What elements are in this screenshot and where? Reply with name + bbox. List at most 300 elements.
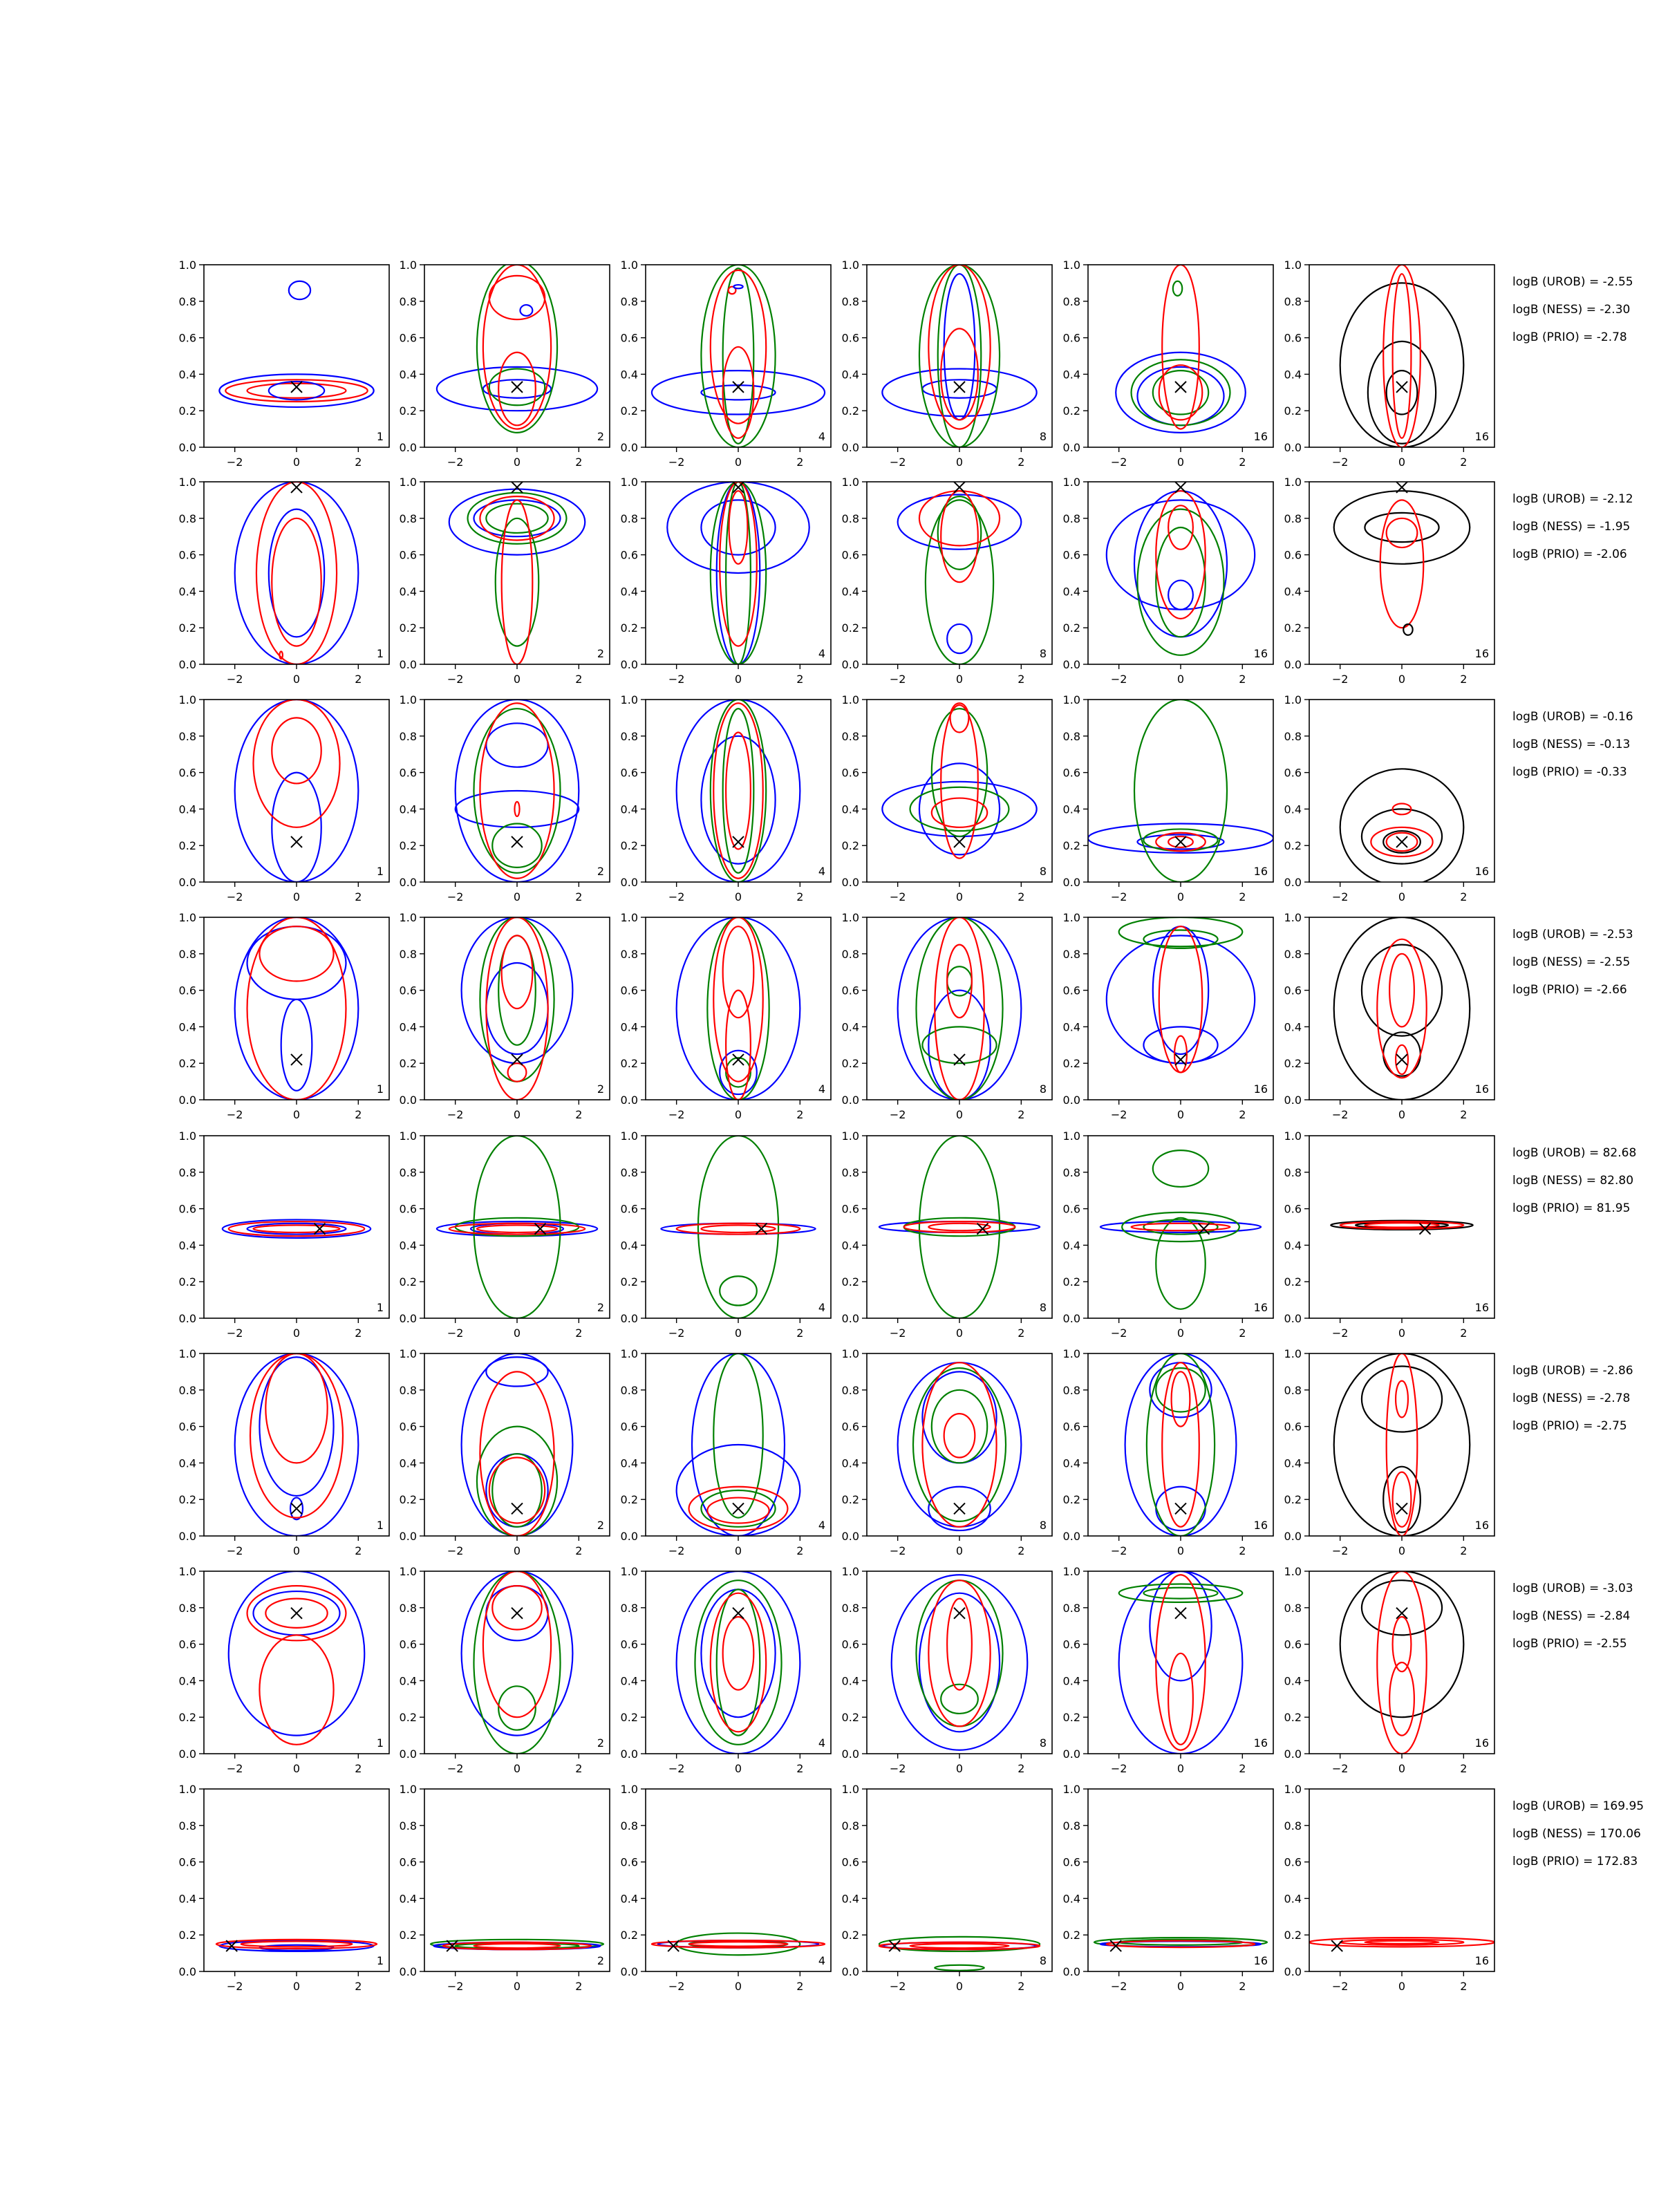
y-tick-label: 0.0 xyxy=(1062,441,1080,454)
y-tick-label: 1.0 xyxy=(620,1565,638,1578)
x-tick-label: −2 xyxy=(668,890,685,903)
y-tick-label: 0.6 xyxy=(1062,1638,1080,1651)
y-tick-label: 0.6 xyxy=(1284,1420,1302,1434)
y-tick-label: 1.0 xyxy=(178,1565,196,1578)
y-tick-label: 1.0 xyxy=(1284,911,1302,924)
x-tick-label: −2 xyxy=(1331,1544,1349,1557)
y-tick-label: 1.0 xyxy=(178,259,196,272)
y-tick-label: 0.0 xyxy=(620,441,638,454)
y-tick-label: 1.0 xyxy=(1284,476,1302,489)
y-tick-label: 0.2 xyxy=(1062,839,1080,853)
x-tick-label: 0 xyxy=(513,673,521,686)
x-tick-label: 0 xyxy=(292,1544,301,1557)
x-tick-label: −2 xyxy=(1110,1108,1127,1121)
y-tick-label: 0.2 xyxy=(399,404,417,418)
x-tick-label: −2 xyxy=(226,1108,243,1121)
y-tick-label: 0.2 xyxy=(178,839,196,853)
y-tick-label: 0.2 xyxy=(1284,621,1302,635)
x-tick-label: 0 xyxy=(1398,1980,1406,1993)
y-tick-label: 1.0 xyxy=(1062,259,1080,272)
x-tick-label: 0 xyxy=(734,1544,742,1557)
y-tick-label: 0.0 xyxy=(178,441,196,454)
y-tick-label: 0.2 xyxy=(178,404,196,418)
x-tick-label: −2 xyxy=(889,890,906,903)
x-tick-label: 0 xyxy=(1177,1327,1185,1340)
sample-count-label: 16 xyxy=(1253,430,1268,443)
y-tick-label: 0.8 xyxy=(1062,947,1080,961)
y-tick-label: 0.8 xyxy=(178,1165,196,1179)
y-tick-label: 0.6 xyxy=(399,1202,417,1216)
y-tick-label: 0.2 xyxy=(1284,1275,1302,1289)
y-tick-label: 0.8 xyxy=(399,1383,417,1397)
y-tick-label: 1.0 xyxy=(178,1783,196,1796)
sample-count-label: 4 xyxy=(818,1301,825,1314)
y-tick-label: 0.8 xyxy=(620,1601,638,1615)
x-tick-label: 0 xyxy=(734,673,742,686)
y-tick-label: 0.2 xyxy=(841,839,859,853)
y-tick-label: 0.4 xyxy=(1062,585,1080,599)
x-tick-label: 0 xyxy=(734,1762,742,1775)
y-tick-label: 0.8 xyxy=(1062,512,1080,525)
x-tick-label: 0 xyxy=(513,1108,521,1121)
y-tick-label: 0.6 xyxy=(620,1855,638,1869)
x-tick-label: 2 xyxy=(1239,673,1246,686)
y-tick-label: 0.4 xyxy=(1284,803,1302,816)
y-tick-label: 0.8 xyxy=(399,1165,417,1179)
y-tick-label: 0.4 xyxy=(399,1020,417,1034)
x-tick-label: −2 xyxy=(668,1980,685,1993)
y-tick-label: 0.8 xyxy=(620,729,638,743)
x-tick-label: 0 xyxy=(1177,890,1185,903)
x-tick-label: 2 xyxy=(1239,1762,1246,1775)
sample-count-label: 16 xyxy=(1474,865,1489,878)
y-tick-label: 1.0 xyxy=(1062,693,1080,706)
logb-text: logB (NESS) = -2.84 xyxy=(1512,1609,1631,1623)
y-tick-label: 0.6 xyxy=(178,984,196,997)
x-tick-label: 0 xyxy=(513,1544,521,1557)
sample-count-label: 4 xyxy=(818,647,825,660)
logb-text: logB (UROB) = -2.86 xyxy=(1512,1364,1633,1378)
x-tick-label: −2 xyxy=(1331,1762,1349,1775)
y-tick-label: 1.0 xyxy=(399,911,417,924)
y-tick-label: 0.4 xyxy=(1062,1239,1080,1253)
y-tick-label: 1.0 xyxy=(1284,693,1302,706)
x-tick-label: −2 xyxy=(447,1108,464,1121)
x-tick-label: 0 xyxy=(513,1762,521,1775)
y-tick-label: 0.4 xyxy=(1062,803,1080,816)
x-tick-label: 0 xyxy=(292,1327,301,1340)
y-tick-label: 0.2 xyxy=(1284,1929,1302,1942)
sample-count-label: 8 xyxy=(1039,1519,1047,1532)
sample-count-label: 4 xyxy=(818,1519,825,1532)
y-tick-label: 0.6 xyxy=(841,766,859,780)
y-tick-label: 0.4 xyxy=(1062,1020,1080,1034)
sample-count-label: 8 xyxy=(1039,865,1047,878)
x-tick-label: −2 xyxy=(1110,1327,1127,1340)
y-tick-label: 0.6 xyxy=(1062,766,1080,780)
y-tick-label: 0.8 xyxy=(178,1819,196,1833)
logb-text: logB (PRIO) = -2.06 xyxy=(1512,547,1627,561)
x-tick-label: 0 xyxy=(513,1980,521,1993)
x-tick-label: 0 xyxy=(1177,1980,1185,1993)
y-tick-label: 0.4 xyxy=(1062,1674,1080,1688)
y-tick-label: 1.0 xyxy=(1284,1783,1302,1796)
y-tick-label: 0.4 xyxy=(1062,368,1080,382)
y-tick-label: 0.2 xyxy=(1284,404,1302,418)
y-tick-label: 0.8 xyxy=(841,1819,859,1833)
x-tick-label: −2 xyxy=(226,1762,243,1775)
y-tick-label: 0.4 xyxy=(1284,1674,1302,1688)
y-tick-label: 0.8 xyxy=(1062,294,1080,308)
y-tick-label: 0.4 xyxy=(841,803,859,816)
y-tick-label: 0.0 xyxy=(399,1312,417,1325)
sample-count-label: 16 xyxy=(1474,1301,1489,1314)
y-tick-label: 0.0 xyxy=(1062,1530,1080,1543)
sample-count-label: 16 xyxy=(1474,1954,1489,1967)
y-tick-label: 0.6 xyxy=(841,984,859,997)
y-tick-label: 0.8 xyxy=(399,947,417,961)
sample-count-label: 1 xyxy=(376,865,384,878)
y-tick-label: 0.6 xyxy=(841,1202,859,1216)
y-tick-label: 0.6 xyxy=(841,1638,859,1651)
x-tick-label: 2 xyxy=(796,1762,804,1775)
y-tick-label: 0.6 xyxy=(1062,1420,1080,1434)
y-tick-label: 0.6 xyxy=(620,1420,638,1434)
x-tick-label: 0 xyxy=(734,1980,742,1993)
y-tick-label: 0.0 xyxy=(399,1094,417,1107)
x-tick-label: 0 xyxy=(955,1544,964,1557)
x-tick-label: −2 xyxy=(1331,1108,1349,1121)
y-tick-label: 0.8 xyxy=(841,1383,859,1397)
x-tick-label: 2 xyxy=(1460,1108,1468,1121)
y-tick-label: 0.2 xyxy=(1284,839,1302,853)
y-tick-label: 0.6 xyxy=(1284,1638,1302,1651)
sample-count-label: 16 xyxy=(1253,647,1268,660)
x-tick-label: −2 xyxy=(1331,456,1349,469)
x-tick-label: −2 xyxy=(226,890,243,903)
y-tick-label: 0.0 xyxy=(1284,658,1302,671)
x-tick-label: −2 xyxy=(889,1762,906,1775)
y-tick-label: 0.2 xyxy=(841,404,859,418)
y-tick-label: 0.8 xyxy=(178,947,196,961)
x-tick-label: −2 xyxy=(447,1762,464,1775)
y-tick-label: 0.6 xyxy=(399,1420,417,1434)
y-tick-label: 0.6 xyxy=(399,984,417,997)
y-tick-label: 0.2 xyxy=(620,1929,638,1942)
y-tick-label: 0.0 xyxy=(1284,1965,1302,1978)
y-tick-label: 0.0 xyxy=(1062,1312,1080,1325)
y-tick-label: 0.4 xyxy=(178,1674,196,1688)
logb-text: logB (UROB) = -0.16 xyxy=(1512,710,1633,724)
y-tick-label: 0.8 xyxy=(178,1383,196,1397)
y-tick-label: 0.6 xyxy=(620,1638,638,1651)
y-tick-label: 0.8 xyxy=(1284,947,1302,961)
y-tick-label: 0.6 xyxy=(1284,766,1302,780)
sample-count-label: 4 xyxy=(818,1954,825,1967)
x-tick-label: 0 xyxy=(292,890,301,903)
x-tick-label: −2 xyxy=(1110,1980,1127,1993)
y-tick-label: 0.2 xyxy=(841,1929,859,1942)
logb-text: logB (PRIO) = 81.95 xyxy=(1512,1201,1631,1215)
x-tick-label: 2 xyxy=(575,673,583,686)
y-tick-label: 0.2 xyxy=(620,621,638,635)
sample-count-label: 1 xyxy=(376,647,384,660)
y-tick-label: 0.2 xyxy=(620,1275,638,1289)
x-tick-label: 2 xyxy=(355,1980,362,1993)
y-tick-label: 0.6 xyxy=(841,1855,859,1869)
y-tick-label: 1.0 xyxy=(1284,1347,1302,1360)
x-tick-label: 0 xyxy=(955,890,964,903)
y-tick-label: 1.0 xyxy=(841,476,859,489)
x-tick-label: 0 xyxy=(734,1108,742,1121)
x-tick-label: −2 xyxy=(1110,1544,1127,1557)
y-tick-label: 0.4 xyxy=(1284,1239,1302,1253)
x-tick-label: 0 xyxy=(1177,673,1185,686)
y-tick-label: 0.6 xyxy=(841,1420,859,1434)
x-tick-label: 0 xyxy=(1398,890,1406,903)
y-tick-label: 1.0 xyxy=(178,1347,196,1360)
y-tick-label: 0.0 xyxy=(178,1094,196,1107)
y-tick-label: 0.2 xyxy=(178,621,196,635)
logb-row-3 xyxy=(1512,710,1633,779)
y-tick-label: 0.4 xyxy=(620,1020,638,1034)
y-tick-label: 0.8 xyxy=(399,729,417,743)
y-tick-label: 0.8 xyxy=(841,1165,859,1179)
sample-count-label: 1 xyxy=(376,430,384,443)
x-tick-label: 2 xyxy=(1460,673,1468,686)
x-tick-label: 2 xyxy=(575,1327,583,1340)
x-tick-label: 2 xyxy=(355,1327,362,1340)
y-tick-label: 0.6 xyxy=(399,1638,417,1651)
y-tick-label: 1.0 xyxy=(1284,1565,1302,1578)
y-tick-label: 0.6 xyxy=(1284,548,1302,562)
sample-count-label: 16 xyxy=(1253,1954,1268,1967)
y-tick-label: 0.8 xyxy=(1284,1165,1302,1179)
x-tick-label: 2 xyxy=(1460,890,1468,903)
y-tick-label: 1.0 xyxy=(399,1565,417,1578)
y-tick-label: 0.8 xyxy=(1062,1819,1080,1833)
x-tick-label: −2 xyxy=(447,1544,464,1557)
y-tick-label: 0.8 xyxy=(1284,729,1302,743)
x-tick-label: 2 xyxy=(796,673,804,686)
y-tick-label: 0.8 xyxy=(841,947,859,961)
logb-row-6 xyxy=(1512,1364,1633,1433)
logb-row-4 xyxy=(1512,928,1633,997)
y-tick-label: 0.2 xyxy=(399,1711,417,1725)
logb-row-8 xyxy=(1512,1799,1644,1868)
y-tick-label: 0.8 xyxy=(620,294,638,308)
y-tick-label: 0.4 xyxy=(178,1020,196,1034)
x-tick-label: −2 xyxy=(1331,1327,1349,1340)
y-tick-label: 0.0 xyxy=(178,1747,196,1761)
y-tick-label: 0.4 xyxy=(178,1892,196,1906)
x-tick-label: 0 xyxy=(1398,1762,1406,1775)
y-tick-label: 0.4 xyxy=(399,1892,417,1906)
logb-text: logB (NESS) = -2.55 xyxy=(1512,955,1631,969)
sample-count-label: 16 xyxy=(1474,1519,1489,1532)
y-tick-label: 0.6 xyxy=(178,1420,196,1434)
x-tick-label: −2 xyxy=(668,1108,685,1121)
y-tick-label: 0.8 xyxy=(1062,1383,1080,1397)
y-tick-label: 0.8 xyxy=(399,294,417,308)
y-tick-label: 0.6 xyxy=(178,766,196,780)
x-tick-label: 0 xyxy=(955,1762,964,1775)
y-tick-label: 0.2 xyxy=(399,1275,417,1289)
x-tick-label: −2 xyxy=(889,1544,906,1557)
y-tick-label: 0.6 xyxy=(1062,331,1080,345)
x-tick-label: −2 xyxy=(668,673,685,686)
x-tick-label: 2 xyxy=(1460,1327,1468,1340)
x-tick-label: 2 xyxy=(796,1108,804,1121)
logb-text: logB (NESS) = -0.13 xyxy=(1512,738,1631,751)
x-tick-label: 0 xyxy=(955,1327,964,1340)
logb-text: logB (PRIO) = -2.75 xyxy=(1512,1419,1627,1433)
y-tick-label: 1.0 xyxy=(399,1130,417,1143)
sample-count-label: 16 xyxy=(1474,1736,1489,1750)
x-tick-label: −2 xyxy=(226,1980,243,1993)
logb-text: logB (UROB) = -2.12 xyxy=(1512,492,1633,506)
y-tick-label: 0.2 xyxy=(178,1493,196,1507)
x-tick-label: −2 xyxy=(1331,890,1349,903)
y-tick-label: 0.4 xyxy=(399,803,417,816)
y-tick-label: 0.2 xyxy=(399,1493,417,1507)
y-tick-label: 0.6 xyxy=(1284,331,1302,345)
sample-count-label: 8 xyxy=(1039,1736,1047,1750)
x-tick-label: 0 xyxy=(734,456,742,469)
y-tick-label: 0.2 xyxy=(841,1493,859,1507)
y-tick-label: 1.0 xyxy=(178,476,196,489)
y-tick-label: 0.4 xyxy=(178,368,196,382)
x-tick-label: −2 xyxy=(668,1544,685,1557)
y-tick-label: 0.6 xyxy=(399,1855,417,1869)
x-tick-label: 2 xyxy=(796,890,804,903)
y-tick-label: 0.8 xyxy=(620,1165,638,1179)
y-tick-label: 0.4 xyxy=(1284,1892,1302,1906)
y-tick-label: 0.8 xyxy=(841,294,859,308)
x-tick-label: 2 xyxy=(355,456,362,469)
y-tick-label: 0.2 xyxy=(620,1493,638,1507)
y-tick-label: 1.0 xyxy=(1284,1130,1302,1143)
y-tick-label: 0.4 xyxy=(620,803,638,816)
logb-text: logB (PRIO) = -2.66 xyxy=(1512,983,1627,997)
x-tick-label: 0 xyxy=(292,1762,301,1775)
x-tick-label: 0 xyxy=(1398,1544,1406,1557)
y-tick-label: 0.0 xyxy=(1062,1094,1080,1107)
y-tick-label: 0.2 xyxy=(1062,1711,1080,1725)
y-tick-label: 0.2 xyxy=(1062,621,1080,635)
y-tick-label: 0.0 xyxy=(399,1965,417,1978)
y-tick-label: 1.0 xyxy=(1062,476,1080,489)
x-tick-label: −2 xyxy=(447,456,464,469)
y-tick-label: 0.2 xyxy=(1284,1057,1302,1071)
x-tick-label: 2 xyxy=(1239,1327,1246,1340)
sample-count-label: 2 xyxy=(597,1736,604,1750)
x-tick-label: 2 xyxy=(355,1544,362,1557)
y-tick-label: 0.0 xyxy=(841,1747,859,1761)
y-tick-label: 1.0 xyxy=(399,476,417,489)
y-tick-label: 0.4 xyxy=(1284,368,1302,382)
y-tick-label: 1.0 xyxy=(1062,1565,1080,1578)
logb-row-1 xyxy=(1512,275,1633,344)
x-tick-label: −2 xyxy=(226,456,243,469)
sample-count-label: 2 xyxy=(597,1954,604,1967)
x-tick-label: 2 xyxy=(1018,1980,1025,1993)
x-tick-label: −2 xyxy=(889,1327,906,1340)
x-tick-label: 0 xyxy=(513,456,521,469)
x-tick-label: 2 xyxy=(575,890,583,903)
sample-count-label: 4 xyxy=(818,865,825,878)
x-tick-label: 0 xyxy=(292,456,301,469)
x-tick-label: −2 xyxy=(1110,1762,1127,1775)
y-tick-label: 1.0 xyxy=(841,911,859,924)
y-tick-label: 0.8 xyxy=(841,1601,859,1615)
y-tick-label: 0.0 xyxy=(178,876,196,889)
y-tick-label: 0.8 xyxy=(1284,1819,1302,1833)
x-tick-label: 0 xyxy=(292,1980,301,1993)
sample-count-label: 8 xyxy=(1039,1082,1047,1096)
y-tick-label: 0.6 xyxy=(1062,1202,1080,1216)
x-tick-label: 0 xyxy=(292,673,301,686)
y-tick-label: 0.0 xyxy=(841,1094,859,1107)
y-tick-label: 0.2 xyxy=(178,1711,196,1725)
x-tick-label: −2 xyxy=(1110,890,1127,903)
y-tick-label: 0.0 xyxy=(841,876,859,889)
x-tick-label: 2 xyxy=(1018,673,1025,686)
x-tick-label: 0 xyxy=(1177,1108,1185,1121)
y-tick-label: 0.6 xyxy=(399,331,417,345)
y-tick-label: 0.8 xyxy=(1062,1165,1080,1179)
y-tick-label: 0.4 xyxy=(841,368,859,382)
y-tick-label: 0.2 xyxy=(1062,1275,1080,1289)
x-tick-label: −2 xyxy=(668,1327,685,1340)
y-tick-label: 0.6 xyxy=(178,1638,196,1651)
y-tick-label: 1.0 xyxy=(620,1783,638,1796)
x-tick-label: 0 xyxy=(734,890,742,903)
y-tick-label: 1.0 xyxy=(399,693,417,706)
x-tick-label: −2 xyxy=(447,1327,464,1340)
y-tick-label: 0.0 xyxy=(1284,1094,1302,1107)
y-tick-label: 0.4 xyxy=(620,1239,638,1253)
y-tick-label: 1.0 xyxy=(1062,1130,1080,1143)
x-tick-label: 0 xyxy=(292,1108,301,1121)
x-tick-label: −2 xyxy=(447,1980,464,1993)
sample-count-label: 2 xyxy=(597,430,604,443)
x-tick-label: −2 xyxy=(447,890,464,903)
y-tick-label: 0.6 xyxy=(620,766,638,780)
y-tick-label: 0.2 xyxy=(1062,1057,1080,1071)
y-tick-label: 0.4 xyxy=(841,1456,859,1470)
x-tick-label: 2 xyxy=(575,456,583,469)
sample-count-label: 2 xyxy=(597,647,604,660)
y-tick-label: 0.2 xyxy=(399,1057,417,1071)
sample-count-label: 4 xyxy=(818,430,825,443)
x-tick-label: 2 xyxy=(355,673,362,686)
y-tick-label: 0.6 xyxy=(1062,548,1080,562)
x-tick-label: 0 xyxy=(1177,1544,1185,1557)
y-tick-label: 0.6 xyxy=(399,766,417,780)
y-tick-label: 0.0 xyxy=(620,1965,638,1978)
sample-count-label: 16 xyxy=(1253,1519,1268,1532)
y-tick-label: 0.0 xyxy=(1284,441,1302,454)
y-tick-label: 0.4 xyxy=(1062,1456,1080,1470)
y-tick-label: 0.0 xyxy=(178,658,196,671)
y-tick-label: 0.0 xyxy=(620,876,638,889)
x-tick-label: −2 xyxy=(447,673,464,686)
x-tick-label: 2 xyxy=(1018,890,1025,903)
y-tick-label: 0.0 xyxy=(1284,876,1302,889)
sample-count-label: 4 xyxy=(818,1082,825,1096)
y-tick-label: 0.2 xyxy=(178,1929,196,1942)
